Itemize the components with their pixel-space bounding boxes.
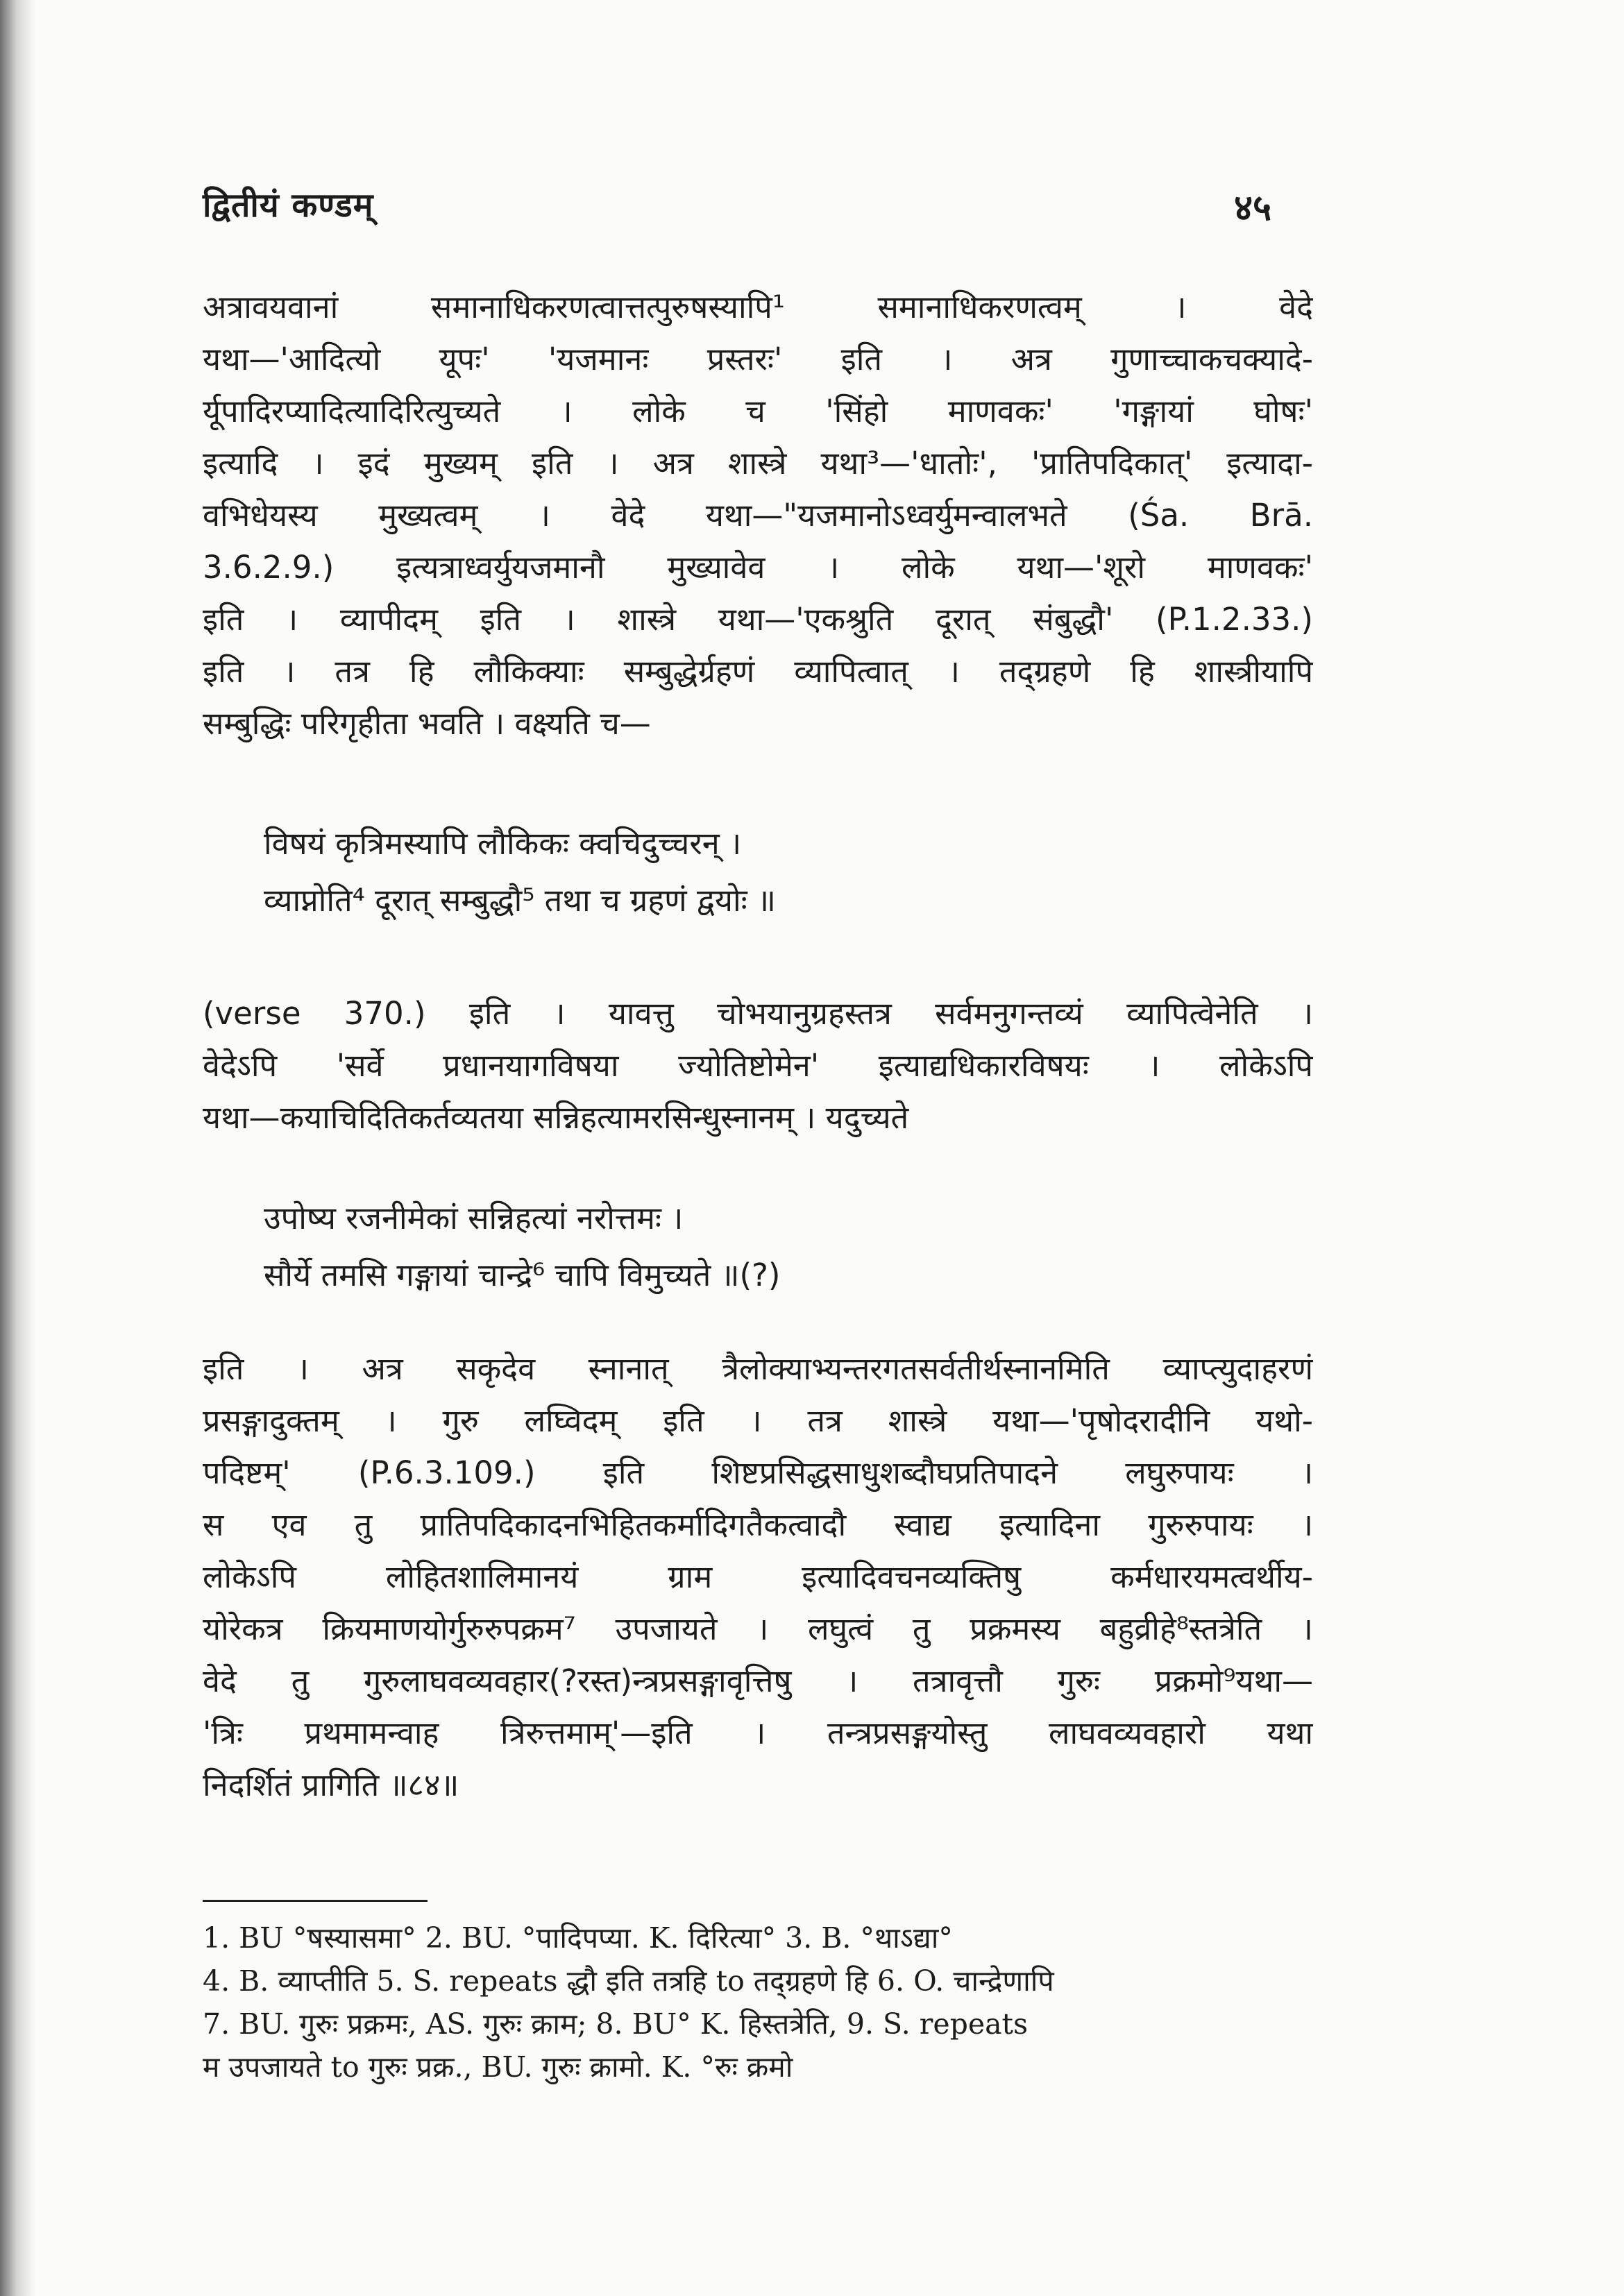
text-line: वभिधेयस्य मुख्यत्वम् । वेदे यथा—"यजमानोऽध्वर्युमन्वालभते (Śa. Brā. <box>203 497 1313 534</box>
text-line: यथा—कयाचिदितिकर्तव्यतया सन्निहत्यामरसिन्धुस्नानम् । यदुच्यते <box>203 1099 909 1136</box>
text-line: र्यूपादिरप्यादित्यादिरित्युच्यते । लोके च 'सिंहो माणवकः' 'गङ्गायां घोषः' <box>203 393 1313 430</box>
text-line: इति । तत्र हि लौकिक्याः सम्बुद्धेर्ग्रहणं व्यापित्वात् । तद्ग्रहणे हि शास्त्रीयापि <box>203 653 1313 690</box>
text-line: प्रसङ्गादुक्तम् । गुरु लघ्विदम् इति । तत्र शास्त्रे यथा—'पृषोदरादीनि यथो- <box>203 1402 1313 1439</box>
verse-line: व्याप्नोति⁴ दूरात् सम्बुद्धौ⁵ तथा च ग्रहणं द्वयोः ॥ <box>264 882 776 919</box>
paragraph-2 <box>203 987 1313 1143</box>
footnote-line: 7. BU. गुरुः प्रक्रमः, AS. गुरुः क्राम; 8. BU° K. हिस्तत्रेति, 9. S. repeats <box>203 2007 1029 2041</box>
verse-line: विषयं कृत्रिमस्यापि लौकिकः क्वचिदुच्चरन् । <box>264 825 742 862</box>
text-line: अत्रावयवानां समानाधिकरणत्वात्तत्पुरुषस्यापि¹ समानाधिकरणत्वम् । वेदे <box>203 289 1313 325</box>
verse-2 <box>264 1190 781 1304</box>
paragraph-1 <box>203 281 1313 749</box>
text-line: वेदे तु गुरुलाघवव्यवहार(?रस्त)न्त्रप्रसङ्गावृत्तिषु । तत्रावृत्तौ गुरुः प्रक्रमो⁹यथा— <box>203 1663 1313 1699</box>
text-line: इति । व्यापीदम् इति । शास्त्रे यथा—'एकश्रुति दूरात् संबुद्धौ' (P.1.2.33.) <box>203 601 1313 638</box>
text-line: निदर्शितं प्रागिति ॥८४॥ <box>203 1767 459 1803</box>
text-line: 'त्रिः प्रथमामन्वाह त्रिरुत्तमाम्'—इति । तन्त्रप्रसङ्गयोस्तु लाघवव्यवहारो यथा <box>203 1715 1313 1751</box>
text-line: यथा—'आदित्यो यूपः' 'यजमानः प्रस्तरः' इति । अत्र गुणाच्चाकचक्यादे- <box>203 341 1313 377</box>
book-binding-shadow <box>0 0 36 2296</box>
verse-line: उपोष्य रजनीमेकां सन्निहत्यां नरोत्तमः । <box>264 1200 684 1236</box>
footnote-line: 1. BU °षस्यासमा° 2. BU. °पादिपप्या. K. दिरित्या° 3. B. °थाऽद्या° <box>203 1921 953 1955</box>
text-line: पदिष्टम्' (P.6.3.109.) इति शिष्टप्रसिद्धसाधुशब्दौघप्रतिपादने लघुरुपायः । <box>203 1454 1313 1491</box>
page-number: ४५ <box>1234 187 1272 229</box>
text-line: इत्यादि । इदं मुख्यम् इति । अत्र शास्त्रे यथा³—'धातोः', 'प्रातिपदिकात्' इत्यादा- <box>203 445 1313 482</box>
text-line: स एव तु प्रातिपदिकादनभिहितकर्मादिगतैकत्वादौ स्वाद्य इत्यादिना गुरुरुपायः । <box>203 1506 1313 1543</box>
text-line: योरेकत्र क्रियमाणयोर्गुरुरुपक्रम⁷ उपजायते । लघुत्वं तु प्रक्रमस्य बहुव्रीहे⁸स्तत्रेति । <box>203 1610 1313 1647</box>
footnote-line: म उपजायते to गुरुः प्रक्र., BU. गुरुः क्रामो. K. °रुः क्रमो <box>203 2050 793 2084</box>
text-line: सम्बुद्धिः परिगृहीता भवति । वक्ष्यति च— <box>203 705 651 742</box>
text-line: (verse 370.) इति । यावत्तु चोभयानुग्रहस्तत्र सर्वमनुगन्तव्यं व्यापित्वेनेति । <box>203 995 1313 1032</box>
text-line: इति । अत्र सकृदेव स्नानात् त्रैलोक्याभ्यन्तरगतसर्वतीर्थस्नानमिति व्याप्त्युदाहरणं <box>203 1350 1313 1387</box>
paragraph-3 <box>203 1343 1313 1811</box>
verse-1 <box>264 815 776 929</box>
footnote-divider <box>203 1900 428 1902</box>
text-line: वेदेऽपि 'सर्वे प्रधानयागविषया ज्योतिष्टोमेन' इत्याद्यधिकारविषयः । लोकेऽपि <box>203 1047 1313 1084</box>
text-line: 3.6.2.9.) इत्यत्राध्वर्युयजमानौ मुख्यावेव । लोके यथा—'शूरो माणवकः' <box>203 549 1313 586</box>
footnote-line: 4. B. व्याप्तीति 5. S. repeats द्धौ इति तत्रहि to तद्ग्रहणे हि 6. O. चान्द्रेणापि <box>203 1964 1054 1998</box>
text-line: लोकेऽपि लोहितशालिमानयं ग्राम इत्यादिवचनव्यक्तिषु कर्मधारयमत्वर्थीय- <box>203 1558 1313 1595</box>
running-header-title: द्वितीयं कण्डम् <box>203 186 374 225</box>
footnotes <box>203 1916 1313 2089</box>
verse-line: सौर्ये तमसि गङ्गायां चान्द्रे⁶ चापि विमुच्यते ॥(?) <box>264 1257 781 1293</box>
